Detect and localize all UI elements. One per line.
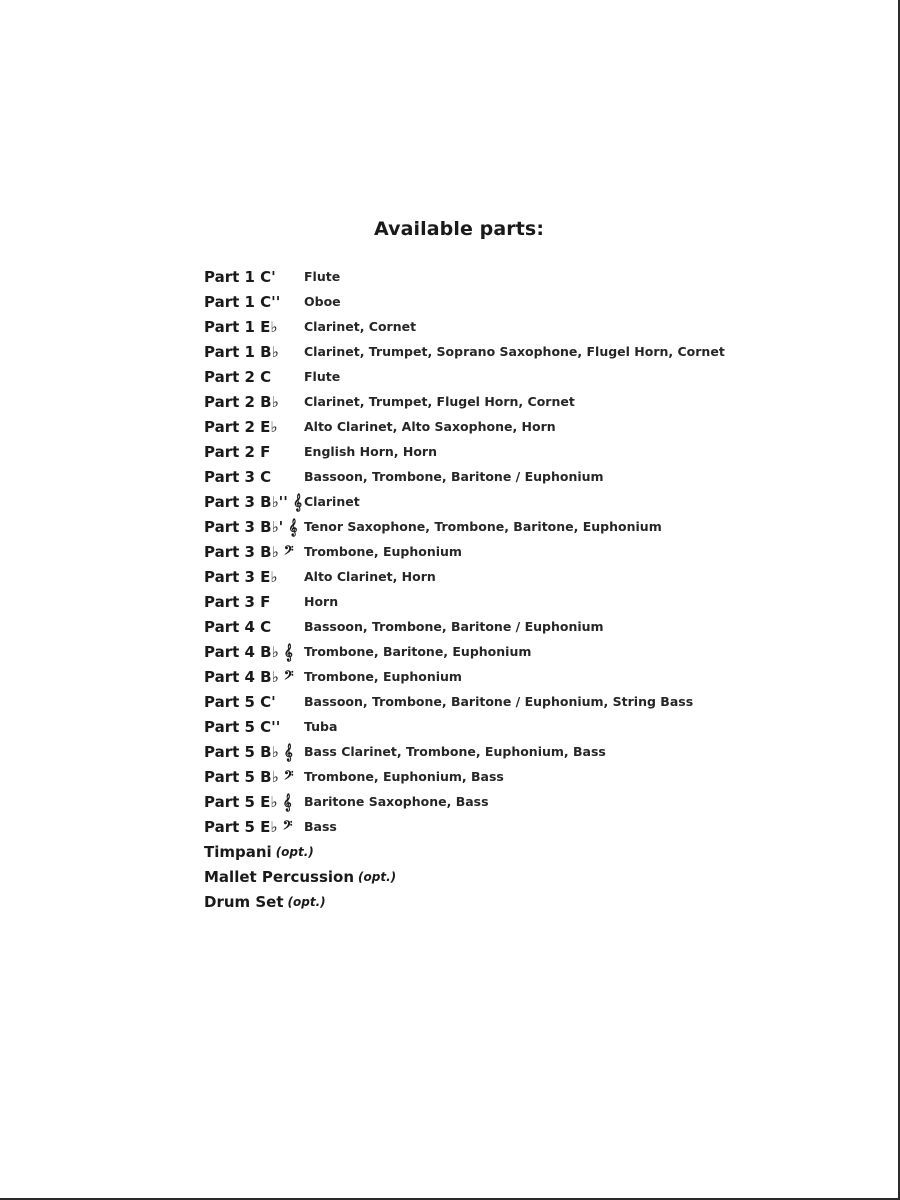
optional-part-name: Timpani	[204, 842, 272, 861]
part-label: Part 2 E♭	[204, 417, 278, 436]
part-instruments: Oboe	[304, 294, 341, 309]
part-instruments: Alto Clarinet, Horn	[304, 569, 436, 584]
part-label: Part 2 F	[204, 442, 271, 461]
part-label: Part 5 E♭ 𝄢	[204, 817, 293, 836]
part-row	[204, 264, 844, 289]
optional-part-name: Mallet Percussion	[204, 867, 355, 886]
part-label: Part 2 C	[204, 367, 272, 386]
part-row	[204, 464, 844, 489]
optional-part-timpani	[204, 839, 844, 864]
part-instruments: Trombone, Euphonium, Bass	[304, 769, 504, 784]
part-row	[204, 664, 844, 689]
parts-list	[204, 264, 844, 914]
optional-note: (opt.)	[287, 894, 326, 909]
optional-part-drum-set	[204, 889, 844, 914]
part-instruments: Horn	[304, 594, 339, 609]
page-title: Available parts:	[373, 218, 545, 240]
part-row	[204, 514, 844, 539]
part-label: Part 5 C'	[204, 692, 276, 711]
part-label: Part 3 F	[204, 592, 271, 611]
optional-note: (opt.)	[358, 869, 397, 884]
part-instruments: English Horn, Horn	[304, 444, 437, 459]
part-row	[204, 689, 844, 714]
part-label: Part 1 C''	[204, 292, 281, 311]
part-row	[204, 364, 844, 389]
part-row	[204, 439, 844, 464]
part-label: Part 2 B♭	[204, 392, 279, 411]
part-row	[204, 714, 844, 739]
part-row	[204, 589, 844, 614]
optional-note: (opt.)	[275, 844, 314, 859]
part-row	[204, 289, 844, 314]
part-row	[204, 764, 844, 789]
part-label: Part 4 B♭ 𝄞	[204, 642, 293, 661]
part-label: Part 3 B♭' 𝄞	[204, 517, 298, 536]
part-label: Part 1 E♭	[204, 317, 278, 336]
part-label: Part 4 C	[204, 617, 272, 636]
part-label: Part 3 C	[204, 467, 272, 486]
part-instruments: Trombone, Euphonium	[304, 669, 462, 684]
part-label: Part 1 B♭	[204, 342, 279, 361]
part-row	[204, 414, 844, 439]
part-label: Part 5 B♭ 𝄞	[204, 742, 293, 761]
part-row	[204, 739, 844, 764]
part-row	[204, 489, 844, 514]
optional-part-mallet-percussion	[204, 864, 844, 889]
part-row	[204, 614, 844, 639]
part-instruments: Tuba	[304, 719, 338, 734]
part-row	[204, 564, 844, 589]
part-label: Part 1 C'	[204, 267, 276, 286]
part-row	[204, 314, 844, 339]
optional-part-name: Drum Set	[204, 892, 284, 911]
part-instruments: Clarinet	[304, 494, 360, 509]
part-label: Part 5 B♭ 𝄢	[204, 767, 294, 786]
part-label: Part 4 B♭ 𝄢	[204, 667, 294, 686]
part-instruments: Flute	[304, 269, 341, 284]
part-instruments: Baritone Saxophone, Bass	[304, 794, 489, 809]
part-instruments: Bass	[304, 819, 337, 834]
part-label: Part 3 B♭ 𝄢	[204, 542, 294, 561]
part-row	[204, 814, 844, 839]
part-instruments: Bassoon, Trombone, Baritone / Euphonium	[304, 619, 604, 634]
part-instruments: Alto Clarinet, Alto Saxophone, Horn	[304, 419, 556, 434]
part-label: Part 3 B♭'' 𝄞	[204, 492, 302, 511]
part-row	[204, 389, 844, 414]
part-row	[204, 789, 844, 814]
part-instruments: Trombone, Baritone, Euphonium	[304, 644, 532, 659]
part-instruments: Clarinet, Cornet	[304, 319, 417, 334]
part-instruments: Bassoon, Trombone, Baritone / Euphonium, String Bass	[304, 694, 694, 709]
part-row	[204, 339, 844, 364]
part-instruments: Bassoon, Trombone, Baritone / Euphonium	[304, 469, 604, 484]
part-instruments: Clarinet, Trumpet, Soprano Saxophone, Flugel Horn, Cornet	[304, 344, 725, 359]
part-instruments: Bass Clarinet, Trombone, Euphonium, Bass	[304, 744, 606, 759]
part-row	[204, 539, 844, 564]
part-instruments: Clarinet, Trumpet, Flugel Horn, Cornet	[304, 394, 575, 409]
part-instruments: Tenor Saxophone, Trombone, Baritone, Euphonium	[304, 519, 662, 534]
part-row	[204, 639, 844, 664]
part-instruments: Trombone, Euphonium	[304, 544, 462, 559]
part-instruments: Flute	[304, 369, 341, 384]
part-label: Part 3 E♭	[204, 567, 278, 586]
part-label: Part 5 E♭ 𝄞	[204, 792, 292, 811]
part-label: Part 5 C''	[204, 717, 281, 736]
